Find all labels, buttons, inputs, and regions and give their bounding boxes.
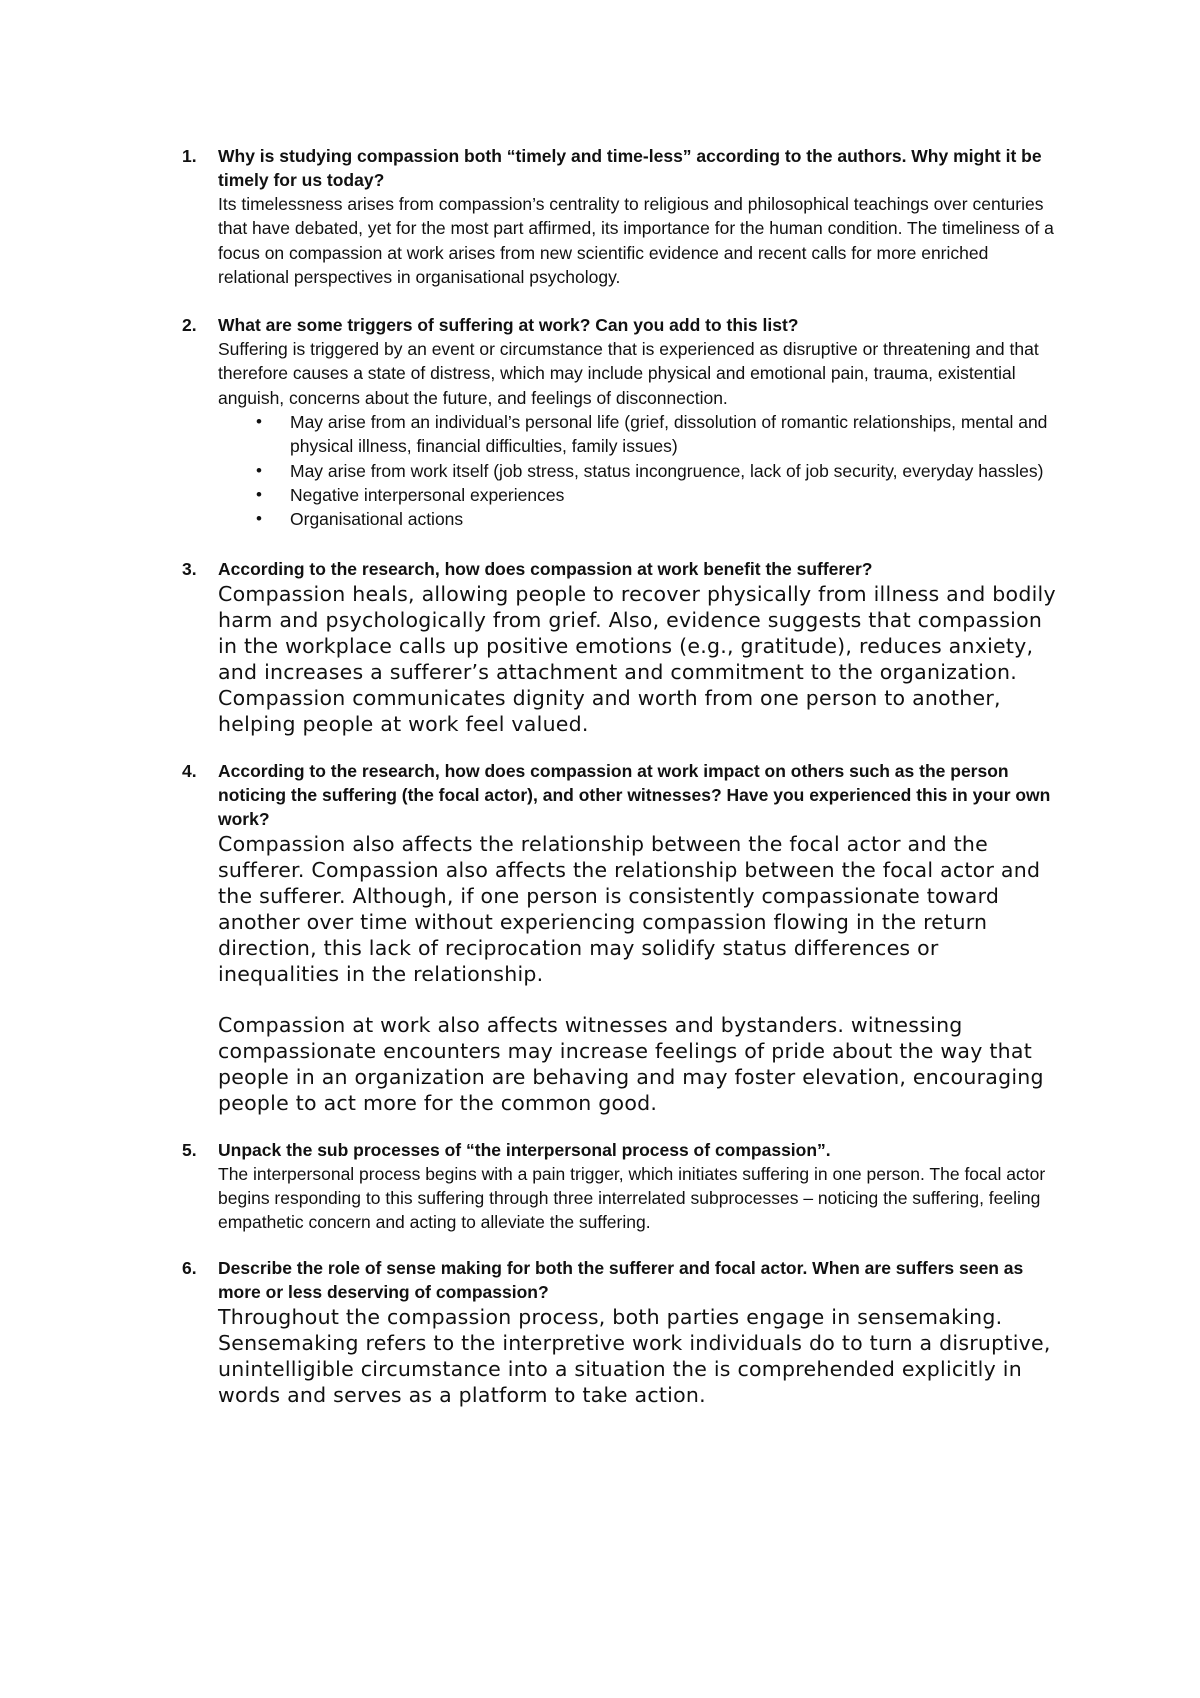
- list-item: [256, 507, 1060, 531]
- question-text: According to the research, how does compassion at work benefit the sufferer?: [218, 558, 873, 579]
- question-number: 4.: [182, 760, 197, 781]
- question-item-6: [0, 1256, 1200, 1408]
- question-list: [0, 144, 1200, 1432]
- question-text: According to the research, how does compassion at work impact on others such as the person noticing the suffering (the focal actor), and other witnesses? Have you experienced this in your own work?: [218, 760, 1051, 829]
- question-number: 5.: [182, 1139, 197, 1160]
- list-item: [256, 483, 1060, 507]
- answer-text: Throughout the compassion process, both parties engage in sensemaking. Sensemaking refers to the interpretive work individuals do to turn a disruptive, unintelligible circumstance into a situation the is comprehended explicitly in words and serves as a platform to take action.: [218, 1305, 1051, 1408]
- question-text: Describe the role of sense making for both the sufferer and focal actor. When are suffers seen as more or less deserving of compassion?: [218, 1258, 1024, 1303]
- answer-text: The interpersonal process begins with a pain trigger, which initiates suffering in one person. The focal actor begins responding to this suffering through three interrelated subprocesses – noticing the suffering, feeling empathetic concern and acting to alleviate the suffering.: [218, 1163, 1046, 1233]
- bullet-icon: •: [256, 484, 262, 504]
- answer-text-second-paragraph: Compassion at work also affects witnesses and bystanders. witnessing compassionate encounters may increase feelings of pride about the way that people in an organization are behaving and may foster elevation, encouraging people to act more for the common good.: [218, 1012, 1044, 1115]
- list-item: [256, 410, 1060, 459]
- trigger-bullet-list: [218, 410, 1060, 531]
- bullet-icon: •: [256, 460, 262, 480]
- question-item-2: [0, 313, 1200, 531]
- bullet-icon: •: [256, 412, 262, 432]
- bullet-icon: •: [256, 509, 262, 529]
- question-text: What are some triggers of suffering at work? Can you add to this list?: [218, 315, 799, 336]
- list-item-text: May arise from work itself (job stress, status incongruence, lack of job security, everyday hassles): [290, 460, 1044, 481]
- question-number: 6.: [182, 1258, 197, 1279]
- question-item-3: [0, 557, 1200, 737]
- answer-text: Suffering is triggered by an event or circumstance that is experienced as disruptive or threatening and that therefore causes a state of distress, which may include physical and emotional pain, trauma, existential anguish, concerns about the future, and feelings of disconnection.: [218, 339, 1039, 408]
- answer-text: Compassion heals, allowing people to recover physically from illness and bodily harm and psychologically from grief. Also, evidence suggests that compassion in the workplace calls up positive emotions (e.g., gratitude), reduces anxiety, and increases a sufferer’s attachment and commitment to the organization. Compassion communicates dignity and worth from one person to another, helping people at work feel valued.: [218, 581, 1056, 736]
- question-text: Unpack the sub processes of “the interpersonal process of compassion”.: [218, 1139, 831, 1160]
- question-item-4: [0, 759, 1200, 1116]
- question-text: Why is studying compassion both “timely and time-less” according to the authors. Why might it be timely for us today?: [218, 146, 1042, 190]
- list-item-text: May arise from an individual’s personal life (grief, dissolution of romantic relationships, mental and physical illness, financial difficulties, family issues): [290, 412, 1048, 457]
- question-number: 2.: [182, 315, 197, 336]
- answer-text: Its timelessness arises from compassion’s centrality to religious and philosophical teachings over centuries that have debated, yet for the most part affirmed, its importance for the human condition. The timeliness of a focus on compassion at work arises from new scientific evidence and recent calls for more enriched relational perspectives in organisational psychology.: [218, 194, 1054, 287]
- question-number: 1.: [182, 146, 197, 166]
- question-item-1: [0, 144, 1200, 289]
- list-item-text: Negative interpersonal experiences: [290, 484, 565, 505]
- question-number: 3.: [182, 558, 197, 579]
- list-item: [256, 459, 1060, 483]
- question-item-5: [0, 1138, 1200, 1235]
- answer-text: Compassion also affects the relationship between the focal actor and the sufferer. Compassion also affects the relationship between the focal actor and the sufferer. Although, if one person is consistently compassionate toward another over time without experiencing compassion flowing in the return direction, this lack of reciprocation may solidify status differences or inequalities in the relationship.: [218, 831, 1041, 986]
- list-item-text: Organisational actions: [290, 509, 464, 530]
